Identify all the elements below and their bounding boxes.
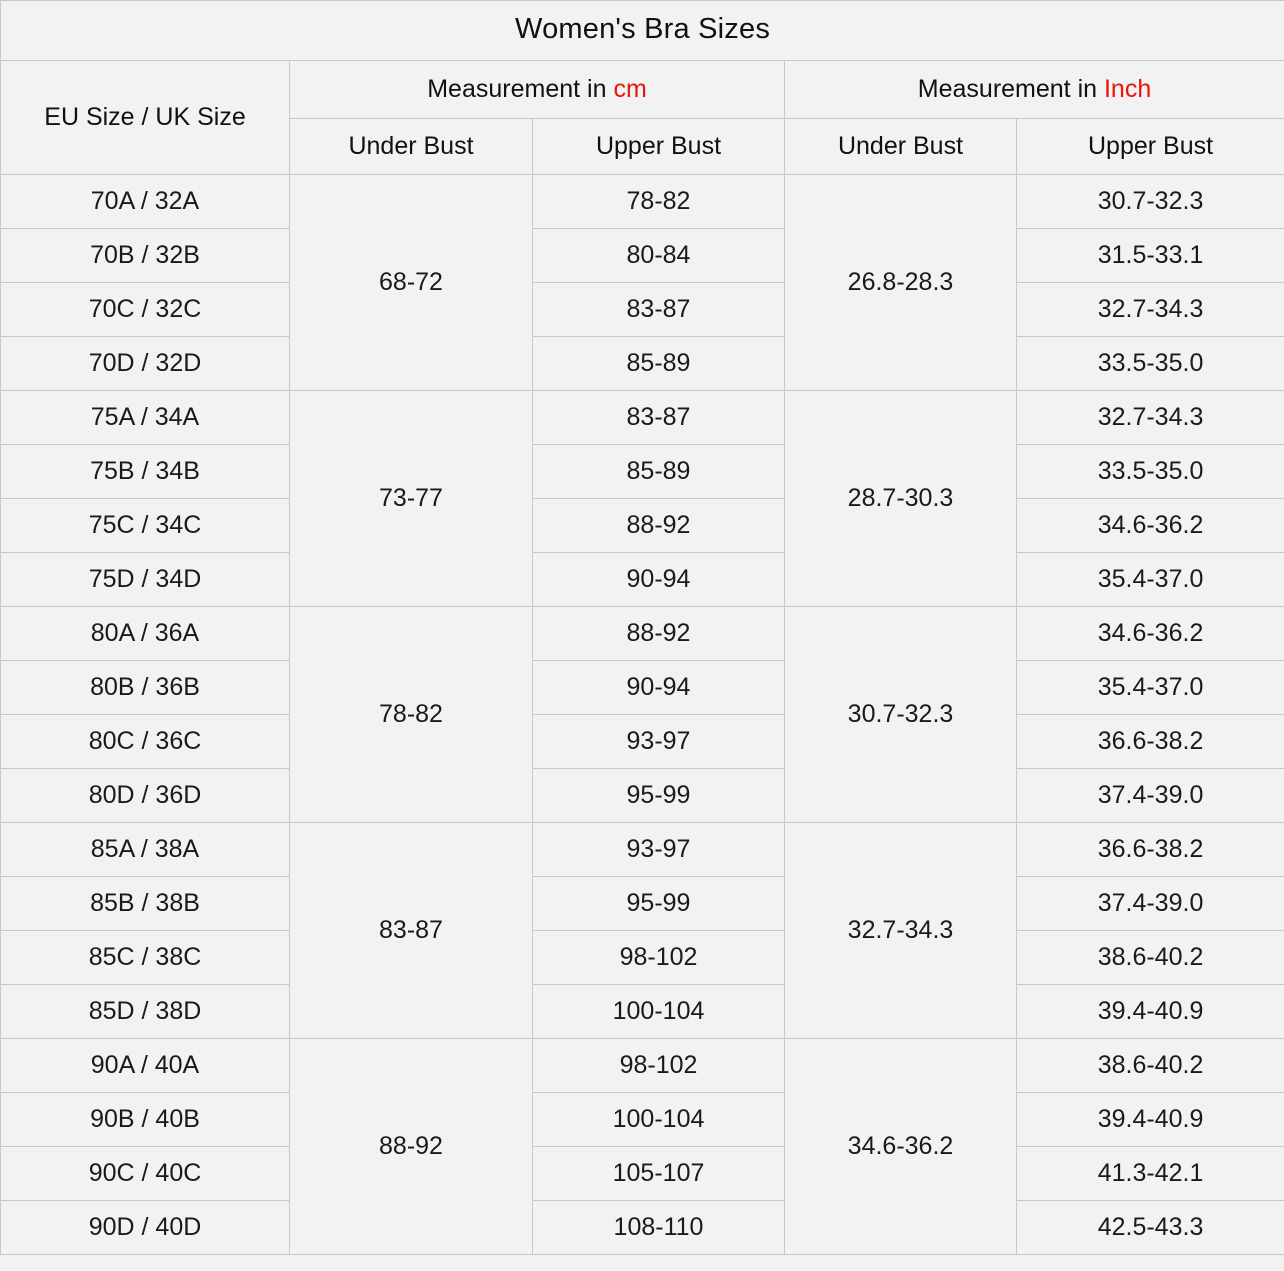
cell-upper-bust-cm: 90-94 <box>533 553 785 607</box>
cell-upper-bust-inch: 39.4-40.9 <box>1017 1093 1284 1147</box>
cell-size: 80C / 36C <box>1 715 290 769</box>
table-row <box>1 661 1284 715</box>
cell-upper-bust-inch: 36.6-38.2 <box>1017 715 1284 769</box>
cell-under-bust-inch: 26.8-28.3 <box>785 175 1017 391</box>
table-row <box>1 175 1284 229</box>
table-row <box>1 715 1284 769</box>
cell-size: 80D / 36D <box>1 769 290 823</box>
table-row <box>1 553 1284 607</box>
cell-size: 75C / 34C <box>1 499 290 553</box>
cell-upper-bust-inch: 35.4-37.0 <box>1017 553 1284 607</box>
cell-upper-bust-inch: 31.5-33.1 <box>1017 229 1284 283</box>
cell-under-bust-inch: 32.7-34.3 <box>785 823 1017 1039</box>
header-under-bust-inch: Under Bust <box>785 119 1017 175</box>
cell-upper-bust-cm: 100-104 <box>533 985 785 1039</box>
cell-upper-bust-inch: 39.4-40.9 <box>1017 985 1284 1039</box>
cell-size: 80A / 36A <box>1 607 290 661</box>
cell-size: 70D / 32D <box>1 337 290 391</box>
cell-upper-bust-inch: 37.4-39.0 <box>1017 769 1284 823</box>
header-group-inch-prefix: Measurement in <box>917 75 1104 103</box>
cell-size: 75A / 34A <box>1 391 290 445</box>
cell-upper-bust-cm: 83-87 <box>533 391 785 445</box>
cell-under-bust-cm: 88-92 <box>290 1039 533 1255</box>
page-title: Women's Bra Sizes <box>1 1 1284 61</box>
table-row <box>1 283 1284 337</box>
cell-upper-bust-cm: 100-104 <box>533 1093 785 1147</box>
table-row <box>1 1147 1284 1201</box>
cell-upper-bust-cm: 98-102 <box>533 931 785 985</box>
cell-size: 90A / 40A <box>1 1039 290 1093</box>
cell-upper-bust-inch: 37.4-39.0 <box>1017 877 1284 931</box>
cell-upper-bust-inch: 38.6-40.2 <box>1017 931 1284 985</box>
table-row <box>1 823 1284 877</box>
cell-size: 75B / 34B <box>1 445 290 499</box>
table-row <box>1 445 1284 499</box>
table-row <box>1 931 1284 985</box>
cell-upper-bust-cm: 93-97 <box>533 715 785 769</box>
cell-upper-bust-cm: 80-84 <box>533 229 785 283</box>
cell-upper-bust-inch: 33.5-35.0 <box>1017 445 1284 499</box>
cell-upper-bust-cm: 95-99 <box>533 769 785 823</box>
cell-size: 75D / 34D <box>1 553 290 607</box>
table-row <box>1 1201 1284 1255</box>
table-row <box>1 985 1284 1039</box>
header-group-inch-unit: Inch <box>1103 75 1152 103</box>
cell-upper-bust-inch: 35.4-37.0 <box>1017 661 1284 715</box>
cell-under-bust-cm: 68-72 <box>290 175 533 391</box>
cell-upper-bust-cm: 108-110 <box>533 1201 785 1255</box>
cell-upper-bust-inch: 32.7-34.3 <box>1017 283 1284 337</box>
cell-size: 90B / 40B <box>1 1093 290 1147</box>
cell-size: 70C / 32C <box>1 283 290 337</box>
cell-size: 70B / 32B <box>1 229 290 283</box>
cell-upper-bust-inch: 38.6-40.2 <box>1017 1039 1284 1093</box>
table-row <box>1 391 1284 445</box>
cell-under-bust-cm: 83-87 <box>290 823 533 1039</box>
cell-upper-bust-inch: 36.6-38.2 <box>1017 823 1284 877</box>
table-row <box>1 877 1284 931</box>
cell-upper-bust-inch: 34.6-36.2 <box>1017 499 1284 553</box>
header-upper-bust-inch: Upper Bust <box>1017 119 1284 175</box>
cell-size: 90D / 40D <box>1 1201 290 1255</box>
cell-size: 85A / 38A <box>1 823 290 877</box>
cell-upper-bust-inch: 32.7-34.3 <box>1017 391 1284 445</box>
table-row <box>1 1039 1284 1093</box>
table-row <box>1 337 1284 391</box>
cell-upper-bust-cm: 88-92 <box>533 607 785 661</box>
cell-upper-bust-cm: 83-87 <box>533 283 785 337</box>
cell-under-bust-inch: 30.7-32.3 <box>785 607 1017 823</box>
cell-upper-bust-inch: 34.6-36.2 <box>1017 607 1284 661</box>
cell-upper-bust-inch: 30.7-32.3 <box>1017 175 1284 229</box>
table-body <box>1 1 1284 1255</box>
cell-size: 90C / 40C <box>1 1147 290 1201</box>
table-row <box>1 229 1284 283</box>
cell-upper-bust-cm: 105-107 <box>533 1147 785 1201</box>
header-group-cm-unit: cm <box>613 75 647 103</box>
title-row <box>1 1 1284 61</box>
table-row <box>1 769 1284 823</box>
cell-size: 80B / 36B <box>1 661 290 715</box>
header-upper-bust-cm: Upper Bust <box>533 119 785 175</box>
cell-upper-bust-cm: 98-102 <box>533 1039 785 1093</box>
cell-upper-bust-cm: 85-89 <box>533 337 785 391</box>
cell-under-bust-inch: 28.7-30.3 <box>785 391 1017 607</box>
cell-size: 85D / 38D <box>1 985 290 1039</box>
header-group-row <box>1 61 1284 119</box>
header-group-inch <box>785 61 1284 119</box>
cell-upper-bust-cm: 90-94 <box>533 661 785 715</box>
cell-upper-bust-cm: 88-92 <box>533 499 785 553</box>
cell-upper-bust-cm: 78-82 <box>533 175 785 229</box>
cell-size: 85C / 38C <box>1 931 290 985</box>
cell-upper-bust-inch: 42.5-43.3 <box>1017 1201 1284 1255</box>
cell-upper-bust-inch: 41.3-42.1 <box>1017 1147 1284 1201</box>
cell-size: 70A / 32A <box>1 175 290 229</box>
header-group-cm <box>290 61 785 119</box>
table-row <box>1 1093 1284 1147</box>
cell-under-bust-cm: 78-82 <box>290 607 533 823</box>
header-under-bust-cm: Under Bust <box>290 119 533 175</box>
table-row <box>1 499 1284 553</box>
cell-size: 85B / 38B <box>1 877 290 931</box>
header-size-column: EU Size / UK Size <box>1 61 290 175</box>
cell-upper-bust-cm: 95-99 <box>533 877 785 931</box>
table-row <box>1 607 1284 661</box>
cell-under-bust-cm: 73-77 <box>290 391 533 607</box>
header-group-cm-prefix: Measurement in <box>427 75 614 103</box>
cell-upper-bust-cm: 93-97 <box>533 823 785 877</box>
cell-upper-bust-cm: 85-89 <box>533 445 785 499</box>
cell-under-bust-inch: 34.6-36.2 <box>785 1039 1017 1255</box>
cell-upper-bust-inch: 33.5-35.0 <box>1017 337 1284 391</box>
